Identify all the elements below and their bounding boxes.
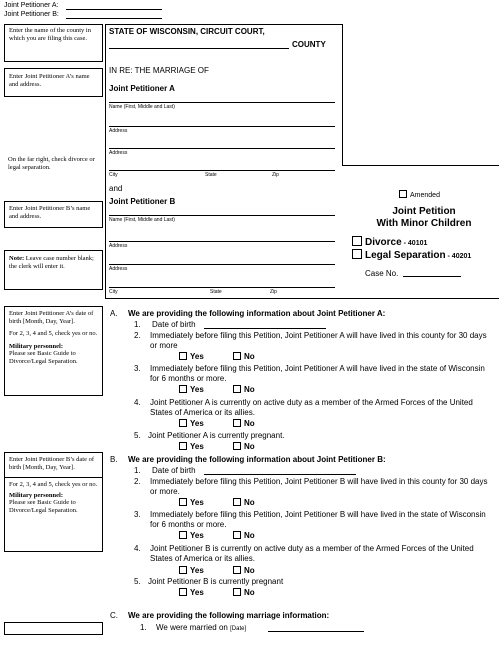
petitioner-b-name-label: Name (First, Middle and Last)	[109, 217, 175, 223]
petitioner-a-name-field[interactable]	[109, 102, 335, 103]
b-q2-text: Immediately before filing this Petition, Joint Petitioner B will have lived in this county for 30 days or more.	[150, 477, 488, 496]
note-b-military: Military personnel: Please see Basic Guide to Divorce/Legal Separation.	[9, 491, 78, 514]
a-q3-no-checkbox[interactable]	[233, 385, 241, 393]
section-b-heading: We are providing the following information about Joint Petitioner B:	[128, 455, 386, 464]
caption-border-right	[342, 24, 343, 165]
divorce-option[interactable]: Divorce - 40101	[352, 236, 427, 248]
a-q5-yes[interactable]: Yes	[179, 442, 204, 451]
a-q2-no[interactable]: No	[233, 352, 255, 361]
petitioner-a-zip-label: Zip	[272, 172, 279, 178]
b-q4-text: Joint Petitioner B is currently on active duty as a member of the Armed Forces of the United States of America or its allies.	[150, 544, 474, 563]
b-q2-number: 2.	[134, 477, 141, 486]
note-divorce-check: On the far right, check divorce or legal separation.	[8, 156, 95, 171]
note-section-a	[4, 306, 103, 396]
and-label: and	[109, 184, 123, 193]
b-q5-yes[interactable]: Yes	[179, 588, 204, 597]
a-q3-no[interactable]: No	[233, 385, 255, 394]
b-q3-text: Immediately before filing this Petition, Joint Petitioner B will have lived in the state of Wisconsin for 6 months or more.	[150, 510, 486, 529]
b-q4-number: 4.	[134, 544, 141, 553]
a-q4-no-checkbox[interactable]	[233, 419, 241, 427]
petitioner-a-address-2-field[interactable]	[109, 148, 335, 149]
petitioner-b-city-field[interactable]	[109, 287, 335, 288]
court-heading: STATE OF WISCONSIN, CIRCUIT COURT,	[109, 27, 265, 36]
petitioner-b-zip-label: Zip	[270, 289, 277, 295]
petitioner-b-name-field[interactable]	[109, 215, 335, 216]
form-title-line-1: Joint Petition	[392, 206, 456, 217]
b-q5-yes-checkbox[interactable]	[179, 588, 187, 596]
b-q5-no-checkbox[interactable]	[233, 588, 241, 596]
header-petitioner-a-label: Joint Petitioner A:	[4, 2, 59, 9]
a-q3-yes-checkbox[interactable]	[179, 385, 187, 393]
a-q2-yes[interactable]: Yes	[179, 352, 204, 361]
petitioner-b-address-2-field[interactable]	[109, 264, 335, 265]
petitioner-b-city-label: City	[109, 289, 118, 295]
petitioner-a-city-label: City	[109, 172, 118, 178]
b-q3-yes-checkbox[interactable]	[179, 531, 187, 539]
section-a-heading: We are providing the following information about Joint Petitioner A:	[128, 309, 386, 318]
header-petitioner-b-field[interactable]	[66, 18, 162, 19]
petitioner-b-address-2-label: Address	[109, 266, 128, 272]
caption-border-right-bottom	[342, 165, 499, 166]
a-q2-yes-checkbox[interactable]	[179, 352, 187, 360]
b-q3-no[interactable]: No	[233, 531, 255, 540]
county-field[interactable]	[109, 48, 289, 49]
b-q1-text: Date of birth	[152, 466, 196, 475]
petitioner-b-state-label: State	[210, 289, 222, 295]
section-c-letter: C.	[110, 611, 118, 620]
note-b-dob: Enter Joint Petitioner B’s date of birth [Month, Day, Year].	[9, 456, 95, 471]
county-label: COUNTY	[292, 40, 326, 49]
note-case-number: Note: Leave case number blank; the clerk will enter it.	[4, 250, 103, 290]
b-dob-field[interactable]	[204, 474, 356, 475]
petitioner-a-address-1-label: Address	[109, 128, 128, 134]
a-q4-yes-checkbox[interactable]	[179, 419, 187, 427]
b-q4-yes-checkbox[interactable]	[179, 566, 187, 574]
a-q5-text: Joint Petitioner A is currently pregnant.	[148, 431, 285, 440]
note-a-yesno: For 2, 3, 4 and 5, check yes or no.	[9, 330, 98, 337]
amended-checkbox[interactable]	[399, 190, 407, 198]
note-b-divider	[5, 477, 102, 478]
caption-border-bottom	[105, 298, 499, 299]
a-q5-yes-checkbox[interactable]	[179, 442, 187, 450]
b-q2-yes[interactable]: Yes	[179, 498, 204, 507]
note-county: Enter the name of the county in which you are filing this case.	[4, 24, 103, 62]
a-q3-yes[interactable]: Yes	[179, 385, 204, 394]
b-q3-yes[interactable]: Yes	[179, 531, 204, 540]
petitioner-a-heading: Joint Petitioner A	[109, 84, 175, 93]
a-q1-number: 1.	[134, 320, 141, 329]
b-q2-no[interactable]: No	[233, 498, 255, 507]
form-title-line-2: With Minor Children	[376, 218, 472, 229]
a-q4-number: 4.	[134, 398, 141, 407]
petitioner-a-name-label: Name (First, Middle and Last)	[109, 104, 175, 110]
a-q3-text: Immediately before filing this Petition, Joint Petitioner A will have lived in the state of Wisconsin for 6 months or more.	[150, 364, 485, 383]
petitioner-a-city-field[interactable]	[109, 170, 335, 171]
b-q3-no-checkbox[interactable]	[233, 531, 241, 539]
note-b-yesno: For 2, 3, 4 and 5, check yes or no.	[9, 481, 98, 488]
petitioner-b-address-1-field[interactable]	[109, 241, 335, 242]
petitioner-b-heading: Joint Petitioner B	[109, 197, 176, 206]
a-q1-text: Date of birth	[152, 320, 196, 329]
b-q4-yes[interactable]: Yes	[179, 566, 204, 575]
note-petitioner-b: Enter Joint Petitioner B’s name and address.	[4, 201, 103, 228]
note-section-b	[4, 452, 103, 552]
case-no-field[interactable]	[403, 276, 461, 277]
b-q5-no[interactable]: No	[233, 588, 255, 597]
caption-border-left	[105, 24, 106, 298]
a-q4-no[interactable]: No	[233, 419, 255, 428]
b-q4-no-checkbox[interactable]	[233, 566, 241, 574]
note-petitioner-a: Enter Joint Petitioner A’s name and address.	[4, 68, 103, 97]
b-q1-number: 1.	[134, 466, 141, 475]
section-a-letter: A.	[110, 309, 118, 318]
b-q5-number: 5.	[134, 577, 141, 586]
divorce-checkbox[interactable]	[352, 236, 362, 246]
a-q3-number: 3.	[134, 364, 141, 373]
b-q2-yes-checkbox[interactable]	[179, 498, 187, 506]
header-petitioner-b-label: Joint Petitioner B:	[4, 11, 59, 18]
a-q5-no-checkbox[interactable]	[233, 442, 241, 450]
a-q2-number: 2.	[134, 331, 141, 340]
form-title	[350, 206, 498, 230]
note-a-military: Military personnel: Please see Basic Guide to Divorce/Legal Separation.	[9, 342, 78, 365]
section-b-letter: B.	[110, 455, 118, 464]
a-dob-field[interactable]	[204, 328, 326, 329]
petitioner-a-state-label: State	[205, 172, 217, 178]
petitioner-a-address-1-field[interactable]	[109, 126, 335, 127]
petitioner-a-address-2-label: Address	[109, 150, 128, 156]
a-q2-text: Immediately before filing this Petition, Joint Petitioner A will have lived in this county for 30 days or more	[150, 331, 487, 350]
b-q3-number: 3.	[134, 510, 141, 519]
case-no-label: Case No.	[365, 269, 399, 278]
legal-separation-option[interactable]: Legal Separation - 40201	[352, 249, 471, 261]
header-petitioner-a-field[interactable]	[66, 9, 162, 10]
c-marriage-date-field[interactable]	[268, 631, 364, 632]
b-q2-no-checkbox[interactable]	[233, 498, 241, 506]
petitioner-b-address-1-label: Address	[109, 243, 128, 249]
c-q1-text: We were married on [Date]	[156, 623, 247, 632]
legal-separation-checkbox[interactable]	[352, 249, 362, 259]
in-re-heading: IN RE: THE MARRIAGE OF	[109, 66, 209, 75]
caption-border-top	[106, 24, 343, 25]
note-section-c	[4, 622, 103, 635]
a-q4-text: Joint Petitioner A is currently on active duty as a member of the Armed Forces of the United States of America or its allies.	[150, 398, 473, 417]
a-q4-yes[interactable]: Yes	[179, 419, 204, 428]
b-q5-text: Joint Petitioner B is currently pregnant	[148, 577, 284, 586]
a-q5-number: 5.	[134, 431, 141, 440]
a-q5-no[interactable]: No	[233, 442, 255, 451]
section-c-heading: We are providing the following marriage information:	[128, 611, 330, 620]
amended-option[interactable]: Amended	[399, 190, 440, 199]
c-q1-number: 1.	[140, 623, 147, 632]
a-q2-no-checkbox[interactable]	[233, 352, 241, 360]
note-a-dob: Enter Joint Petitioner A’s date of birth [Month, Day, Year].	[9, 310, 94, 325]
b-q4-no[interactable]: No	[233, 566, 255, 575]
